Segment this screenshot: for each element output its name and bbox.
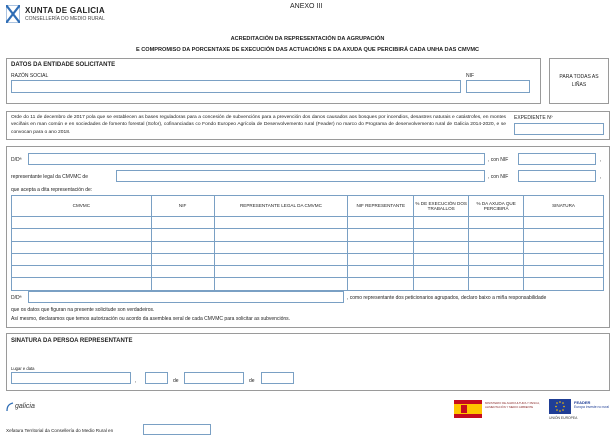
cell-legal-rep[interactable] — [214, 253, 348, 265]
cell-rep-nif[interactable] — [348, 278, 414, 290]
territorial-office-field[interactable] — [143, 424, 211, 435]
declarant-name-field[interactable] — [28, 291, 344, 303]
cell-rep-nif[interactable] — [348, 241, 414, 253]
territorial-office-label: Xefatura Territorial da Consellería do Medio Rural en — [6, 428, 114, 433]
cell-rep-nif[interactable] — [348, 229, 414, 241]
cmvmc-name-field[interactable] — [116, 170, 485, 182]
cell-signature[interactable] — [524, 266, 604, 278]
nif-label: NIF — [466, 73, 475, 79]
col-header-aid-pct: % DA AXUDA QUE PERCIBIRÁ — [469, 196, 524, 217]
cell-cmvmc[interactable] — [12, 217, 152, 229]
cell-rep-nif[interactable] — [348, 217, 414, 229]
cell-signature[interactable] — [524, 241, 604, 253]
cell-cmvmc[interactable] — [12, 229, 152, 241]
cell-aid-pct[interactable] — [469, 241, 524, 253]
cell-legal-rep[interactable] — [214, 229, 348, 241]
cmvmc-nif-field[interactable] — [518, 170, 596, 182]
participants-table — [11, 195, 604, 291]
cell-legal-rep[interactable] — [214, 266, 348, 278]
eu-label: UNIÓN EUROPEA — [549, 416, 578, 420]
date-comma: , — [135, 378, 137, 384]
place-date-label: Lugar e data — [11, 366, 35, 371]
col-header-signature: SINATURA — [524, 196, 604, 217]
participants-table-body — [12, 217, 604, 291]
form-title-line1: ACREDITACIÓN DA REPRESENTACIÓN DA AGRUPACIÓN — [230, 36, 385, 42]
cell-legal-rep[interactable] — [214, 241, 348, 253]
rep-comma-2: , — [600, 174, 602, 180]
cell-aid-pct[interactable] — [469, 278, 524, 290]
cell-nif[interactable] — [151, 278, 214, 290]
col-header-rep-nif: NIF REPRESENTANTE — [348, 196, 414, 217]
order-text: Orde do 11 de decembro de 2017 pola que se establecen as bases reguladoras para a concesión de subvencións para a prevención dos danos causados aos bosques por incendios, desastres naturais e catástrofes, en montes veciñais en man común e en sociedades de fomento forestal (Sofor), cofinanciadas co Fondo Europeo Agrícola de Desenvolvemento rural (Feader) no marco do Programa de desenvolvemento rural de Galicia 2014-2020, e se convocan para o ano 2018. — [11, 115, 506, 135]
cell-aid-pct[interactable] — [469, 253, 524, 265]
nif-field[interactable] — [466, 80, 530, 93]
col-header-execution-pct: % DE EXECUCIÓN DOS TRABALLOS — [414, 196, 469, 217]
cell-cmvmc[interactable] — [12, 266, 152, 278]
ministry-logo — [454, 400, 542, 420]
declarant-name-label: D/Dª — [11, 295, 22, 301]
cell-legal-rep[interactable] — [214, 278, 348, 290]
applicant-section-title: DATOS DA ENTIDADE SOLICITANTE — [11, 62, 116, 68]
business-name-field[interactable] — [11, 80, 461, 93]
accepts-label: que acepta a dita representación de: — [11, 187, 93, 193]
table-row — [12, 217, 604, 229]
business-name-label: RAZÓN SOCIAL — [11, 73, 49, 79]
logo-subtitle: CONSELLERÍA DO MEDIO RURAL — [25, 16, 105, 22]
rep-name-label: D/Dª — [11, 157, 22, 163]
cell-signature[interactable] — [524, 253, 604, 265]
declaration-text-3: Así mesmo, declaramos que temos autorización ou acordo da asemblea xeral de cada CMVMC para solicitar as subvencións. — [11, 316, 291, 322]
col-header-nif: NIF — [151, 196, 214, 217]
cell-execution-pct[interactable] — [414, 229, 469, 241]
feader-logo — [549, 399, 611, 423]
date-de-1: de — [173, 378, 179, 384]
cell-signature[interactable] — [524, 229, 604, 241]
logo-title: XUNTA DE GALICIA — [25, 6, 105, 15]
xunta-shield-icon — [6, 5, 20, 23]
spain-coat-of-arms-icon — [454, 400, 482, 418]
year-field[interactable] — [261, 372, 294, 384]
signature-section-title: SINATURA DA PERSOA REPRESENTANTE — [11, 338, 133, 344]
cell-nif[interactable] — [151, 241, 214, 253]
cell-signature[interactable] — [524, 217, 604, 229]
declaration-text-2: que os datos que figuran na presente solicitude son verdadeiros. — [11, 307, 155, 313]
legal-rep-label: representante legal da CMVMC de — [11, 174, 88, 180]
table-row — [12, 229, 604, 241]
date-de-2: de — [249, 378, 255, 384]
rep-nif-label: , con NIF — [488, 157, 509, 163]
rep-comma-1: , — [600, 157, 602, 163]
cmvmc-nif-label: , con NIF — [488, 174, 509, 180]
galicia-swirl-icon — [6, 402, 14, 412]
month-field[interactable] — [184, 372, 244, 384]
rep-name-field[interactable] — [28, 153, 485, 165]
cell-aid-pct[interactable] — [469, 217, 524, 229]
record-number-field[interactable] — [514, 123, 604, 135]
table-row — [12, 278, 604, 290]
declaration-text-1: , como representante dos peticionarios agrupados, declaro baixo a miña responsabilidade — [347, 295, 547, 301]
cell-cmvmc[interactable] — [12, 241, 152, 253]
cell-aid-pct[interactable] — [469, 229, 524, 241]
rep-nif-field[interactable] — [518, 153, 596, 165]
cell-execution-pct[interactable] — [414, 253, 469, 265]
form-title-line2: E COMPROMISO DA PORCENTAXE DE EXECUCIÓN DAS ACTUACIÓNS E DA AXUDA QUE PERCIBIRÁ CADA UNHA DAS CMVMC — [135, 47, 480, 53]
feader-sub: Europa investe no rural — [574, 405, 610, 409]
col-header-cmvmc: CMVMC — [12, 196, 152, 217]
day-field[interactable] — [145, 372, 168, 384]
cell-cmvmc[interactable] — [12, 253, 152, 265]
record-number-label: EXPEDIENTE Nº — [514, 115, 553, 121]
ministry-text: MINISTERIO DE AGRICULTURA Y PESCA, ALIMENTACIÓN Y MEDIO AMBIENTE — [485, 401, 540, 409]
eu-flag-icon — [549, 399, 571, 414]
cell-signature[interactable] — [524, 278, 604, 290]
all-lines-note: PARA TODAS AS LIÑAS — [559, 74, 599, 88]
feader-title: FEADER — [574, 400, 591, 405]
cell-rep-nif[interactable] — [348, 253, 414, 265]
cell-aid-pct[interactable] — [469, 266, 524, 278]
table-row — [12, 241, 604, 253]
cell-legal-rep[interactable] — [214, 217, 348, 229]
cell-execution-pct[interactable] — [414, 241, 469, 253]
table-row — [12, 253, 604, 265]
cell-execution-pct[interactable] — [414, 266, 469, 278]
cell-nif[interactable] — [151, 253, 214, 265]
galicia-logo — [6, 402, 46, 414]
table-row — [12, 266, 604, 278]
cell-cmvmc[interactable] — [12, 278, 152, 290]
cell-execution-pct[interactable] — [414, 278, 469, 290]
cell-execution-pct[interactable] — [414, 217, 469, 229]
cell-nif[interactable] — [151, 217, 214, 229]
cell-nif[interactable] — [151, 229, 214, 241]
cell-rep-nif[interactable] — [348, 266, 414, 278]
col-header-legal-rep: REPRESENTANTE LEGAL DA CMVMC — [214, 196, 348, 217]
cell-nif[interactable] — [151, 266, 214, 278]
galicia-logo-text: galicia — [15, 403, 35, 410]
xunta-logo — [6, 4, 105, 24]
annex-label: ANEXO III — [290, 3, 323, 10]
place-field[interactable] — [11, 372, 131, 384]
